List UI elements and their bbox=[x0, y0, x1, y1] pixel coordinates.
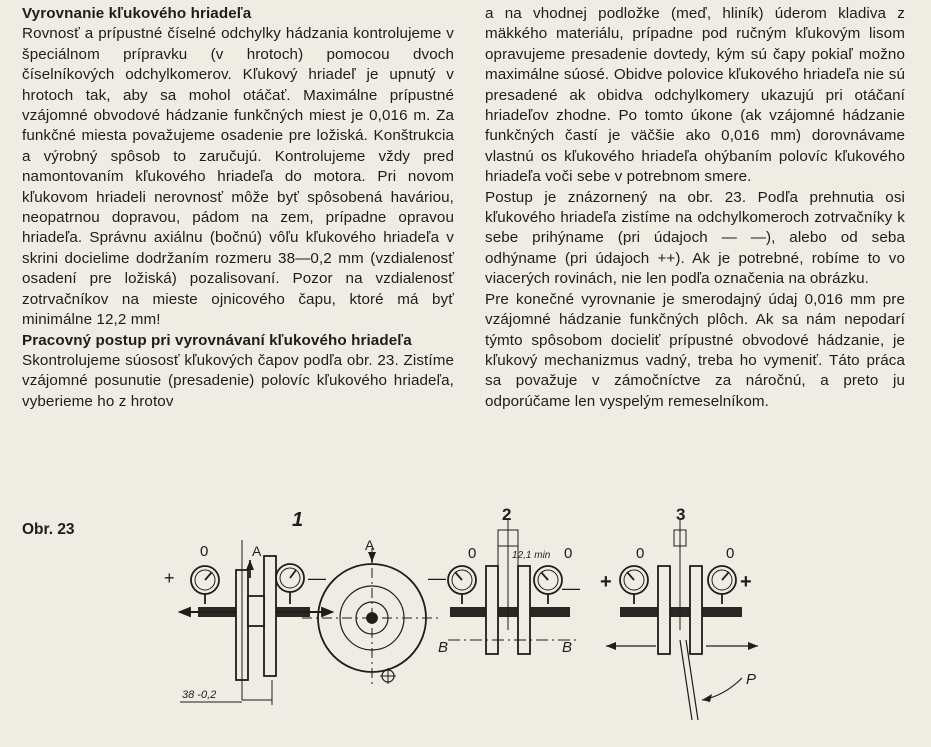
section-b-right: B bbox=[562, 639, 573, 656]
panel-1-gauge-left bbox=[191, 566, 219, 604]
figure-23-diagram bbox=[150, 500, 790, 740]
panel-2-gauge-left bbox=[448, 566, 476, 604]
panel-3-gauge-left bbox=[620, 566, 648, 604]
flywheel-label-a: A bbox=[365, 537, 375, 553]
panel-2-minus-right: — bbox=[562, 578, 580, 598]
panel-2-gauge-right bbox=[534, 566, 562, 604]
panel-2-zero-right: 0 bbox=[564, 545, 573, 562]
panel-2-zero-left: 0 bbox=[468, 545, 477, 562]
paragraph-right-3: Pre konečné vyrovnanie je smerodajný údaj 0,016 mm pre vzájomné hádzanie funkčných plôch. Ak sa nám nepodarí týmto spôsobom docieliť prípustné obvodové hádzanie, je kľukový mechanizmus vadný, treba ho vymeniť. Táto práca sa považuje v zámočníctve za náročnú, a preto ju odporúčame len vyspelým remeselníkom. bbox=[485, 290, 905, 410]
panel-1-crankshaft bbox=[180, 540, 332, 700]
panel-1-zero: 0 bbox=[200, 543, 209, 560]
panel-1-gauge-right bbox=[276, 564, 304, 604]
heading-work-procedure: Pracovný postup pri vyrovnávaní kľukového hriadeľa bbox=[22, 331, 412, 349]
heading-crankshaft-alignment: Vyrovnanie kľukového hriadeľa bbox=[22, 5, 252, 22]
panel-2-dimension: 12,1 min bbox=[512, 550, 551, 561]
panel-2-crankshaft bbox=[450, 520, 573, 656]
paragraph-right-2: Postup je znázornený na obr. 23. Podľa prehnutia osi kľukového hriadeľa zistíme na odchylkomeroch zotrvačníky k sebe prihýname (pri údajoch — —), alebo od seba odhýname (pri údajoch ++). Ak je potrebné, robíme to vo viacerých rovinách, nie len podľa označenia na obrázku. bbox=[485, 188, 905, 288]
left-column bbox=[22, 4, 454, 412]
right-column bbox=[485, 4, 905, 412]
panel-3-plus-left: + bbox=[600, 571, 612, 593]
panel-3-plus-right: + bbox=[740, 571, 752, 593]
panel-1-plus: + bbox=[164, 568, 175, 588]
figure-number-3: 3 bbox=[676, 505, 686, 524]
panel-1-label-a: A bbox=[252, 543, 262, 559]
panel-3-zero-right: 0 bbox=[726, 545, 735, 562]
paragraph-left-2: Skontrolujeme súososť kľukových čapov podľa obr. 23. Zistíme vzájomné posunutie (presadenie) polovíc kľukového hriadeľa, vyberieme ho z hrotov bbox=[22, 351, 454, 410]
panel-3-gauge-right bbox=[708, 566, 736, 604]
figure-number-2: 2 bbox=[502, 505, 512, 524]
figure-number-1: 1 bbox=[292, 509, 304, 531]
section-b-left: B bbox=[438, 639, 449, 656]
paragraph-left-1: Rovnosť a prípustné číselné odchylky hádzania kontrolujeme v špeciálnom prípravku (v hrotoch) pomocou dvoch číselníkových odchylkomerov. Kľukový hriadeľ je upnutý v hrotoch tak, aby sa mohol otáčať. Maximálne prípustné vzájomné obvodové hádzanie funkčných miest je 0,016 m. Za funkčné miesta považujeme osadenie pre ložiská. Konštrukcia a výrobný spôsob to zaručujú. Kontrolujeme vždy pred namontovaním kľukového hriadeľa do motora. Pri novom kľukovom hriadeli nerovnosť môže byť spôsobená haváriou, neopatrnou dopravou, pádom na zem, prípadne opravou hriadeľa. Správnu axiálnu (bočnú) vôľu kľukového hriadeľa v skrini docielime dodržaním rozmeru 38—0,2 mm (vzdialenosť osadení pre ložiská) pozalisovaní. Pozor na vzdialenosť zotrvačníkov na mieste ojnicového čapu, ktoré má byť minimálne 12,2 mm! bbox=[22, 25, 454, 329]
figure-caption: Obr. 23 bbox=[22, 521, 75, 538]
force-label-p: P bbox=[746, 671, 757, 688]
panel-1-minus: — bbox=[308, 568, 326, 588]
dimension-38: 38 -0,2 bbox=[182, 689, 217, 701]
panel-2-minus-left: — bbox=[428, 568, 446, 588]
paragraph-right-1: a na vhodnej podložke (meď, hliník) úderom kladiva z mäkkého materiálu, prípadne pod ručným kľukovým lisom opravujeme presadenie dovtedy, kým sú čapy pokiaľ možno maximálne súosé. Obidve polovice kľukového hriadeľa nie sú presadené ak obidva odchylkomery ukazujú pri otáčaní hriadeľov zhodne. Po tomto úkone (ak vzájomné hádzanie funkčných častí je väčšie ako 0,016 mm) dorovnávame vlastnú os kľukového hriadeľa ohýbaním polovíc kľukového hriadeľa voči sebe v potrebnom smere. bbox=[485, 5, 905, 186]
panel-3-zero-left: 0 bbox=[636, 545, 645, 562]
